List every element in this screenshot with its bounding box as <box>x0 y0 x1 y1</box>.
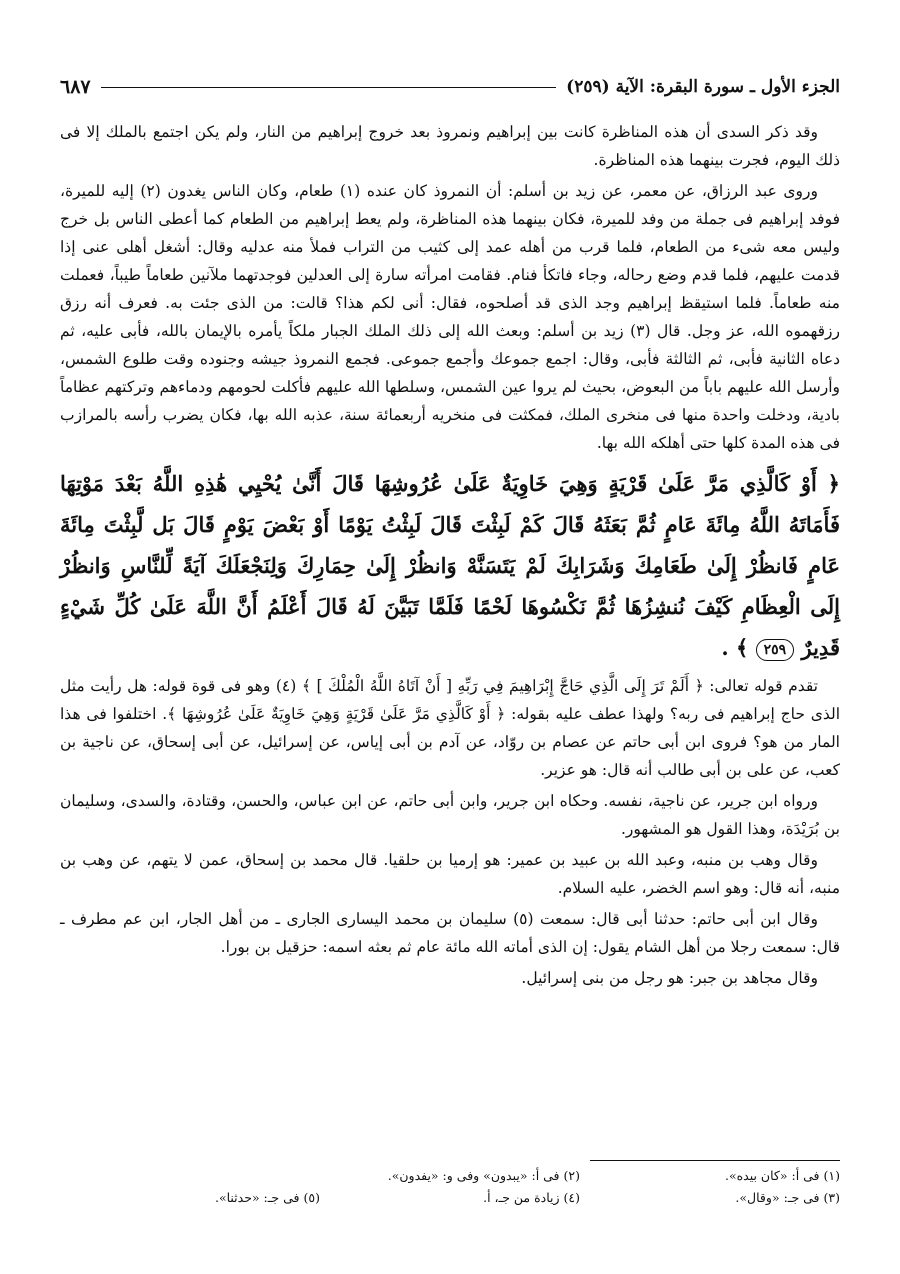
paragraph-2: وروى عبد الرزاق، عن معمر، عن زيد بن أسلم: أن النمروذ كان عنده (١) طعام، وكان الناس يغدون (٢) إليه للميرة، فوفد إبراهيم فى جملة من وفد للميرة، فكان بينهما هذه المناظرة، ولم يعط إبراهيم من الطعام كما أعطى الناس بل خرج وليس معه شىء من الطعام، فلما قرب من أهله عمد إلى كثيب من التراب فملأ منه عدليه وقال: أشغل أهلى عنى إذا قدمت عليهم، فلما قدم وضع رحاله، وجاء فاتكأ فنام. فقامت امرأته سارة إلى العدلين فوجدتهما ملآنين طعاماً طيباً، فعملت منه طعاماً. فلما استيقظ إبراهيم وجد الذى قد أصلحوه، فقال: أنى لكم هذا؟ قالت: من الذى جئت به. فعرف أنه رزق رزقهموه الله، عز وجل. قال (٣) زيد بن أسلم: وبعث الله إلى ذلك الملك الجبار ملكاً يأمره بالإيمان بالله، فأبى عليه، ثم دعاه الثانية فأبى، ثم الثالثة فأبى، وقال: اجمع جموعك وأجمع جموعى. فجمع النمروذ جيشه وجنوده وقت طلوع الشمس، وأرسل الله عليهم باباً من البعوض، بحيث لم يروا عين الشمس، وسلطها الله عليهم فأكلت لحومهم ودماءهم وتركتهم عظاماً بادية، ودخلت واحدة منها فى منخرى الملك، فمكثت فى منخريه أربعمائة سنة، عذبه الله بها، فكان يضرب رأسه بالمرازب فى هذه المدة كلها حتى أهلكه الله بها. <box>60 182 840 452</box>
paragraph-5: وقال وهب بن منبه، وعبد الله بن عبيد بن عمير: هو إرميا بن حلقيا. قال محمد بن إسحاق، عمن لا يتهم، عن وهب بن منبه، أنه قال: وهو اسم الخضر، عليه السلام. <box>60 851 840 897</box>
footnote-3: (٣) فى جـ: «وقال». <box>735 1190 840 1205</box>
page-header <box>60 72 840 102</box>
verse-end-bracket: ﴾ . <box>721 635 749 660</box>
footnote-row <box>60 1165 840 1187</box>
quran-verse <box>60 463 840 668</box>
paragraph-3: تقدم قوله تعالى: ﴿ أَلَمْ تَرَ إِلَى الَّذِي حَاجَّ إِبْرَاهِيمَ فِي رَبِّهِ [ أَنْ آتَاهُ اللَّهُ الْمُلْكَ ] ﴾ (٤) وهو فى قوة قوله: هل رأيت مثل الذى حاج إبراهيم فى ربه؟ ولهذا عطف عليه بقوله: ﴿ أَوْ كَالَّذِي مَرَّ عَلَىٰ قَرْيَةٍ وَهِيَ خَاوِيَةٌ عَلَىٰ عُرُوشِهَا ﴾. اختلفوا فى هذا المار من هو؟ فروى ابن أبى حاتم عن عصام بن روّاد، عن آدم بن أبى إياس، عن إسرائيل، عن أبى إسحاق، عن ناجية بن كعب، عن على بن أبى طالب أنه قال: هو عزير. <box>60 677 840 779</box>
verse-text: ﴿ أَوْ كَالَّذِي مَرَّ عَلَىٰ قَرْيَةٍ وَهِيَ خَاوِيَةٌ عَلَىٰ عُرُوشِهَا قَالَ أَنَّىٰ يُحْيِي هَٰذِهِ اللَّهُ بَعْدَ مَوْتِهَا فَأَمَاتَهُ اللَّهُ مِائَةَ عَامٍ ثُمَّ بَعَثَهُ قَالَ كَمْ لَبِثْتَ قَالَ لَبِثْتُ يَوْمًا أَوْ بَعْضَ يَوْمٍ قَالَ بَل لَّبِثْتَ مِائَةَ عَامٍ فَانظُرْ إِلَىٰ طَعَامِكَ وَشَرَابِكَ لَمْ يَتَسَنَّهْ وَانظُرْ إِلَىٰ حِمَارِكَ وَلِنَجْعَلَكَ آيَةً لِّلنَّاسِ وَانظُرْ إِلَى الْعِظَامِ كَيْفَ نُنشِزُهَا ثُمَّ نَكْسُوهَا لَحْمًا فَلَمَّا تَبَيَّنَ لَهُ قَالَ أَعْلَمُ أَنَّ اللَّهَ عَلَىٰ كُلِّ شَيْءٍ قَدِيرٌ <box>60 471 840 660</box>
page-number: ٦٨٧ <box>60 76 91 98</box>
paragraph-4: ورواه ابن جرير، عن ناجية، نفسه. وحكاه ابن جرير، وابن أبى حاتم، عن ابن عباس، والحسن، وقتادة، والسدى، وسليمان بن بُرَيْدَة، وهذا القول هو المشهور. <box>60 792 840 838</box>
footnote-1: (١) فى أ: «كان بيده». <box>724 1168 840 1183</box>
footnote-2: (٢) فى أ: «يبدون» وفى و: «يفدون». <box>387 1168 580 1183</box>
paragraph-7: وقال مجاهد بن جبر: هو رجل من بنى إسرائيل. <box>521 969 818 987</box>
footnote-spacer <box>60 1165 320 1187</box>
footnote-row <box>60 1187 840 1209</box>
footnote-4: (٤) زيادة من جـ، أ. <box>483 1190 580 1205</box>
footnotes <box>60 1160 840 1209</box>
verse-number-marker: ٢٥٩ <box>756 639 795 661</box>
footnote-5: (٥) فى جـ: «حدثنا». <box>214 1190 320 1205</box>
running-title: الجزء الأول ـ سورة البقرة: الآية (٢٥٩) <box>566 77 840 97</box>
body-text <box>60 118 840 995</box>
paragraph-1: وقد ذكر السدى أن هذه المناظرة كانت بين إبراهيم ونمروذ بعد خروج إبراهيم من النار، ولم يكن اجتمع بالملك إلا فى ذلك اليوم، فجرت بينهما هذه المناظرة. <box>60 123 840 169</box>
paragraph-6: وقال ابن أبى حاتم: حدثنا أبى قال: سمعت (٥) سليمان بن محمد اليسارى الجارى ـ من أهل الجار، ابن عم مطرف ـ قال: سمعت رجلا من أهل الشام يقول: إن الذى أماته الله مائة عام ثم بعثه اسمه: حزقيل بن بورا. <box>60 910 840 956</box>
footnote-rule <box>590 1160 840 1161</box>
header-rule <box>101 87 557 88</box>
